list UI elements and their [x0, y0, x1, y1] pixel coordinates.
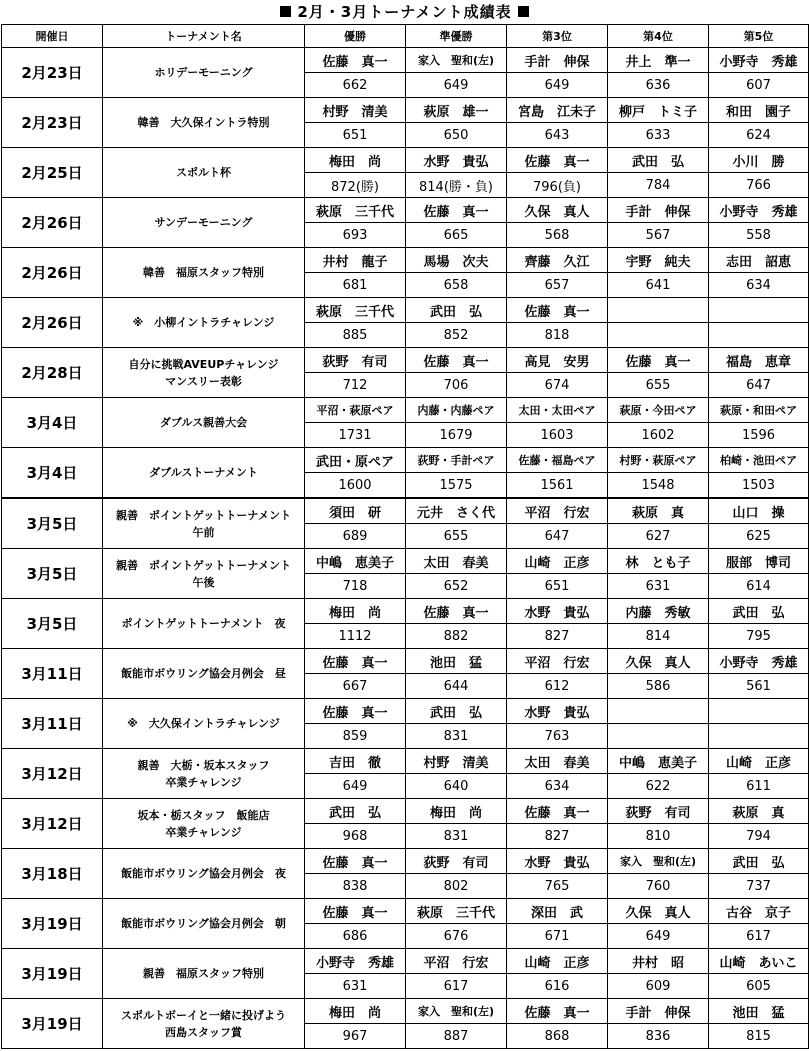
table-header-row	[2, 25, 809, 48]
player-score: 616	[507, 974, 608, 999]
square-bullet-icon	[518, 6, 529, 17]
player-name: 佐藤 真一	[507, 999, 608, 1024]
tournament-name-line: 韓善 大久保イントラ特別	[137, 116, 270, 129]
player-score: 1731	[305, 423, 406, 448]
table-row	[2, 949, 809, 974]
player-score: 662	[305, 73, 406, 98]
table-row	[2, 98, 809, 123]
player-score: 636	[608, 73, 709, 98]
player-name: 水野 貴弘	[507, 599, 608, 624]
event-date: 3月5日	[2, 549, 103, 599]
column-header: 第4位	[608, 25, 709, 48]
player-name: 水野 貴弘	[406, 148, 507, 173]
tournament-name	[103, 549, 305, 599]
player-name: 梅田 尚	[305, 999, 406, 1024]
event-date: 3月19日	[2, 899, 103, 949]
player-score: 671	[507, 924, 608, 949]
player-name: 武田・原ペア	[305, 448, 406, 473]
player-name: 佐藤 真一	[507, 148, 608, 173]
player-score: 763	[507, 724, 608, 749]
tournament-name	[103, 398, 305, 448]
tournament-name	[103, 298, 305, 348]
player-name: 萩原 真	[709, 799, 809, 824]
tournament-name-line: マンスリー表彰	[165, 374, 242, 388]
tournament-name-line: ※ 大久保イントラチャレンジ	[127, 717, 280, 730]
player-name: 池田 猛	[406, 649, 507, 674]
player-name: 村野・萩原ペア	[608, 448, 709, 473]
player-score: 614	[709, 574, 809, 599]
tournament-name-line: 飯能市ボウリング協会月例会 昼	[121, 667, 286, 680]
player-score: 968	[305, 824, 406, 849]
player-score: 617	[406, 974, 507, 999]
player-name: 荻野 有司	[406, 849, 507, 874]
column-header: トーナメント名	[103, 25, 305, 48]
player-name: 手計 伸保	[608, 198, 709, 223]
player-score: 640	[406, 774, 507, 799]
tournament-name	[103, 899, 305, 949]
table-row	[2, 649, 809, 674]
player-score: 795	[709, 624, 809, 649]
player-name: 手計 伸保	[507, 48, 608, 73]
player-name: 武田 弘	[608, 148, 709, 173]
player-score: 627	[608, 524, 709, 549]
player-score: 651	[507, 574, 608, 599]
player-name: 佐藤 真一	[608, 348, 709, 373]
player-name: 水野 貴弘	[507, 699, 608, 724]
player-score: 647	[709, 373, 809, 398]
player-name: 吉田 徹	[305, 749, 406, 774]
player-score: 649	[305, 774, 406, 799]
player-name: 手計 伸保	[608, 999, 709, 1024]
player-name: 齊藤 久江	[507, 248, 608, 273]
tournament-name-line: スポルトボーイと一緒に投げよう	[121, 1008, 286, 1022]
player-score: 872(勝)	[305, 173, 406, 198]
player-score: 868	[507, 1024, 608, 1049]
player-name	[608, 699, 709, 724]
player-name: 小野寺 秀雄	[305, 949, 406, 974]
player-score: 655	[406, 524, 507, 549]
tournament-name	[103, 649, 305, 699]
player-score: 827	[507, 624, 608, 649]
player-name: 山崎 正彦	[709, 749, 809, 774]
table-body	[2, 48, 809, 1049]
tournament-name	[103, 448, 305, 499]
player-name: 井村 昭	[608, 949, 709, 974]
player-score: 766	[709, 173, 809, 198]
player-score: 814(勝・負)	[406, 173, 507, 198]
player-name: 梅田 尚	[305, 599, 406, 624]
player-score: 651	[305, 123, 406, 148]
player-name: 佐藤 真一	[305, 899, 406, 924]
player-score: 712	[305, 373, 406, 398]
player-name: 平沼 行宏	[507, 649, 608, 674]
tournament-name-line: 自分に挑戦AVEUPチャレンジ	[128, 357, 279, 371]
player-name: 久保 真人	[507, 198, 608, 223]
event-date: 3月11日	[2, 699, 103, 749]
column-header: 準優勝	[406, 25, 507, 48]
event-date: 2月26日	[2, 298, 103, 348]
player-score: 827	[507, 824, 608, 849]
event-date: 3月18日	[2, 849, 103, 899]
tournament-name-line: 親善 ポイントゲットトーナメント	[116, 558, 291, 572]
player-name: 佐藤 真一	[507, 298, 608, 323]
player-score: 631	[305, 974, 406, 999]
player-name: 萩原 三千代	[305, 298, 406, 323]
table-row	[2, 749, 809, 774]
tournament-name-line: サンデーモーニング	[154, 216, 253, 229]
tournament-name	[103, 999, 305, 1049]
tournament-name	[103, 949, 305, 999]
tournament-name-line: ホリデーモーニング	[154, 66, 253, 79]
table-row	[2, 899, 809, 924]
event-date: 2月28日	[2, 348, 103, 398]
tournament-name	[103, 98, 305, 148]
player-name: 村野 清美	[305, 98, 406, 123]
player-score: 967	[305, 1024, 406, 1049]
player-name: 平沼 行宏	[507, 498, 608, 524]
tournament-name-line: 坂本・栃スタッフ 飯能店	[137, 808, 270, 822]
player-score: 852	[406, 323, 507, 348]
player-name: 萩原 三千代	[406, 899, 507, 924]
player-score: 561	[709, 674, 809, 699]
player-name: 内藤・内藤ペア	[406, 398, 507, 423]
player-name: 小野寺 秀雄	[709, 48, 809, 73]
table-row	[2, 48, 809, 73]
tournament-name-line: 親善 大栃・坂本スタッフ	[137, 758, 270, 772]
event-date: 2月23日	[2, 48, 103, 98]
player-score: 831	[406, 724, 507, 749]
event-date: 3月11日	[2, 649, 103, 699]
player-score: 650	[406, 123, 507, 148]
player-score: 831	[406, 824, 507, 849]
event-date: 3月4日	[2, 448, 103, 499]
player-score: 815	[709, 1024, 809, 1049]
player-score: 1602	[608, 423, 709, 448]
player-score: 1548	[608, 473, 709, 499]
player-name: 武田 弘	[305, 799, 406, 824]
player-name: 宮島 江未子	[507, 98, 608, 123]
player-name: 平沼・萩原ペア	[305, 398, 406, 423]
table-row	[2, 298, 809, 323]
player-score: 794	[709, 824, 809, 849]
table-row	[2, 348, 809, 373]
player-name: 元井 さく代	[406, 498, 507, 524]
tournament-name	[103, 498, 305, 549]
player-name: 荻野 有司	[608, 799, 709, 824]
player-score: 887	[406, 1024, 507, 1049]
event-date: 3月5日	[2, 599, 103, 649]
tournament-name	[103, 849, 305, 899]
player-score: 838	[305, 874, 406, 899]
table-row	[2, 248, 809, 273]
player-name: 山崎 正彦	[507, 949, 608, 974]
player-name: 志田 詔恵	[709, 248, 809, 273]
player-score: 802	[406, 874, 507, 899]
player-score: 634	[507, 774, 608, 799]
player-name: 佐藤 真一	[305, 699, 406, 724]
player-score: 658	[406, 273, 507, 298]
tournament-name	[103, 749, 305, 799]
player-name	[709, 699, 809, 724]
player-score: 706	[406, 373, 507, 398]
player-score: 649	[608, 924, 709, 949]
tournament-name-line: 韓善 福原スタッフ特別	[143, 266, 264, 279]
square-bullet-icon	[280, 6, 291, 17]
player-name: 梅田 尚	[305, 148, 406, 173]
player-score: 622	[608, 774, 709, 799]
player-score: 1575	[406, 473, 507, 499]
player-score: 649	[507, 73, 608, 98]
player-name: 池田 猛	[709, 999, 809, 1024]
table-row	[2, 799, 809, 824]
player-score: 643	[507, 123, 608, 148]
table-row	[2, 699, 809, 724]
player-name: 小野寺 秀雄	[709, 649, 809, 674]
player-name: 内藤 秀敏	[608, 599, 709, 624]
player-score: 674	[507, 373, 608, 398]
tournament-name	[103, 48, 305, 98]
player-name: 久保 真人	[608, 899, 709, 924]
tournament-name-line: 飯能市ボウリング協会月例会 夜	[121, 867, 286, 880]
player-score: 681	[305, 273, 406, 298]
table-row	[2, 999, 809, 1024]
player-name: 家入 聖和(左)	[406, 48, 507, 73]
player-name: 馬場 次夫	[406, 248, 507, 273]
player-score: 657	[507, 273, 608, 298]
player-name: 平沼 行宏	[406, 949, 507, 974]
tournament-name-line: 親善 福原スタッフ特別	[143, 967, 264, 980]
table-row	[2, 849, 809, 874]
player-score: 641	[608, 273, 709, 298]
player-name: 太田 春美	[507, 749, 608, 774]
player-score: 665	[406, 223, 507, 248]
column-header: 開催日	[2, 25, 103, 48]
player-score: 882	[406, 624, 507, 649]
player-score: 818	[507, 323, 608, 348]
player-name: 佐藤 真一	[406, 348, 507, 373]
player-name: 佐藤 真一	[305, 48, 406, 73]
player-score: 693	[305, 223, 406, 248]
player-name: 服部 博司	[709, 549, 809, 574]
column-header: 第5位	[709, 25, 809, 48]
player-score: 633	[608, 123, 709, 148]
player-name: 家入 聖和(左)	[608, 849, 709, 874]
player-name: 柳戸 トミ子	[608, 98, 709, 123]
player-name: 萩原・和田ペア	[709, 398, 809, 423]
player-score	[709, 724, 809, 749]
player-score: 1503	[709, 473, 809, 499]
player-name: 武田 弘	[709, 849, 809, 874]
player-score: 1600	[305, 473, 406, 499]
page-title: 2月・3月トーナメント成績表	[0, 0, 809, 24]
player-score: 568	[507, 223, 608, 248]
table-row	[2, 549, 809, 574]
column-header: 第3位	[507, 25, 608, 48]
player-score: 558	[709, 223, 809, 248]
player-score: 609	[608, 974, 709, 999]
player-score: 737	[709, 874, 809, 899]
player-score: 765	[507, 874, 608, 899]
player-score: 612	[507, 674, 608, 699]
player-name	[709, 298, 809, 323]
event-date: 3月19日	[2, 999, 103, 1049]
player-score: 634	[709, 273, 809, 298]
tournament-name	[103, 699, 305, 749]
player-score: 631	[608, 574, 709, 599]
player-score: 667	[305, 674, 406, 699]
table-row	[2, 398, 809, 423]
player-score: 617	[709, 924, 809, 949]
tournament-name	[103, 198, 305, 248]
tournament-name	[103, 348, 305, 398]
player-name: 武田 弘	[406, 699, 507, 724]
player-name: 小野寺 秀雄	[709, 198, 809, 223]
player-name: 家入 聖和(左)	[406, 999, 507, 1024]
player-score: 1112	[305, 624, 406, 649]
player-name: 佐藤 真一	[507, 799, 608, 824]
player-name: 佐藤 真一	[305, 649, 406, 674]
player-score	[608, 323, 709, 348]
player-name	[608, 298, 709, 323]
player-name: 和田 園子	[709, 98, 809, 123]
player-name: 武田 弘	[709, 599, 809, 624]
column-header: 優勝	[305, 25, 406, 48]
player-score: 760	[608, 874, 709, 899]
table-row	[2, 198, 809, 223]
player-score: 652	[406, 574, 507, 599]
player-score: 1603	[507, 423, 608, 448]
player-name: 水野 貴弘	[507, 849, 608, 874]
player-name: 荻野 有司	[305, 348, 406, 373]
player-name: 須田 研	[305, 498, 406, 524]
player-name: 久保 真人	[608, 649, 709, 674]
tournament-name-line: ポイントゲットトーナメント 夜	[121, 617, 286, 630]
event-date: 3月12日	[2, 749, 103, 799]
player-score	[608, 724, 709, 749]
tournament-name-line: 親善 ポイントゲットトーナメント	[116, 508, 291, 522]
player-score	[709, 323, 809, 348]
player-score: 607	[709, 73, 809, 98]
player-name: 井上 準一	[608, 48, 709, 73]
tournament-name-line: ダブルス親善大会	[159, 416, 248, 429]
results-table	[1, 24, 809, 1049]
event-date: 3月19日	[2, 949, 103, 999]
table-row	[2, 498, 809, 524]
player-name: 萩原 真	[608, 498, 709, 524]
player-score: 689	[305, 524, 406, 549]
player-name: 林 とも子	[608, 549, 709, 574]
player-name: 井村 龍子	[305, 248, 406, 273]
player-score: 644	[406, 674, 507, 699]
player-name: 荻野・手計ペア	[406, 448, 507, 473]
player-score: 1596	[709, 423, 809, 448]
player-score: 1679	[406, 423, 507, 448]
player-name: 萩原 三千代	[305, 198, 406, 223]
player-score: 718	[305, 574, 406, 599]
player-name: 佐藤 真一	[406, 198, 507, 223]
player-name: 高見 安男	[507, 348, 608, 373]
player-score: 625	[709, 524, 809, 549]
event-date: 3月12日	[2, 799, 103, 849]
player-score: 676	[406, 924, 507, 949]
player-name: 佐藤 真一	[406, 599, 507, 624]
player-score: 784	[608, 173, 709, 198]
event-date: 3月5日	[2, 498, 103, 549]
player-name: 梅田 尚	[406, 799, 507, 824]
player-name: 深田 武	[507, 899, 608, 924]
tournament-name-line: 飯能市ボウリング協会月例会 朝	[121, 917, 286, 930]
table-row	[2, 148, 809, 173]
tournament-name-line: 西島スタッフ賞	[165, 1025, 242, 1039]
player-score: 586	[608, 674, 709, 699]
player-name: 太田・太田ペア	[507, 398, 608, 423]
player-name: 村野 清美	[406, 749, 507, 774]
player-score: 810	[608, 824, 709, 849]
player-name: 宇野 純夫	[608, 248, 709, 273]
player-score: 567	[608, 223, 709, 248]
player-name: 福島 恵章	[709, 348, 809, 373]
player-name: 山崎 あいこ	[709, 949, 809, 974]
tournament-name-line: 卒業チャレンジ	[165, 775, 242, 789]
tournament-name	[103, 148, 305, 198]
player-score: 686	[305, 924, 406, 949]
player-name: 萩原 雄一	[406, 98, 507, 123]
player-name: 柏崎・池田ペア	[709, 448, 809, 473]
player-name: 佐藤 真一	[305, 849, 406, 874]
event-date: 3月4日	[2, 398, 103, 448]
player-score: 1561	[507, 473, 608, 499]
table-row	[2, 599, 809, 624]
player-name: 古谷 京子	[709, 899, 809, 924]
player-name: 萩原・今田ペア	[608, 398, 709, 423]
event-date: 2月23日	[2, 98, 103, 148]
player-score: 649	[406, 73, 507, 98]
player-name: 小川 勝	[709, 148, 809, 173]
player-score: 796(負)	[507, 173, 608, 198]
tournament-name-line: 午後	[192, 575, 215, 589]
player-score: 814	[608, 624, 709, 649]
tournament-name	[103, 799, 305, 849]
player-name: 山崎 正彦	[507, 549, 608, 574]
player-score: 655	[608, 373, 709, 398]
event-date: 2月25日	[2, 148, 103, 198]
player-name: 山口 操	[709, 498, 809, 524]
player-name: 中嶋 恵美子	[608, 749, 709, 774]
table-row	[2, 448, 809, 473]
player-name: 佐藤・福島ペア	[507, 448, 608, 473]
tournament-name-line: 午前	[192, 525, 215, 539]
tournament-name-line: ※ 小柳イントラチャレンジ	[132, 316, 275, 329]
player-score: 605	[709, 974, 809, 999]
event-date: 2月26日	[2, 198, 103, 248]
tournament-name	[103, 599, 305, 649]
player-score: 859	[305, 724, 406, 749]
tournament-name	[103, 248, 305, 298]
player-score: 885	[305, 323, 406, 348]
player-score: 611	[709, 774, 809, 799]
tournament-name-line: スポルト杯	[176, 166, 231, 179]
player-name: 武田 弘	[406, 298, 507, 323]
tournament-name-line: 卒業チャレンジ	[165, 825, 242, 839]
event-date: 2月26日	[2, 248, 103, 298]
tournament-name-line: ダブルストーナメント	[149, 466, 258, 479]
player-name: 太田 春美	[406, 549, 507, 574]
player-score: 647	[507, 524, 608, 549]
player-score: 624	[709, 123, 809, 148]
player-name: 中嶋 恵美子	[305, 549, 406, 574]
player-score: 836	[608, 1024, 709, 1049]
